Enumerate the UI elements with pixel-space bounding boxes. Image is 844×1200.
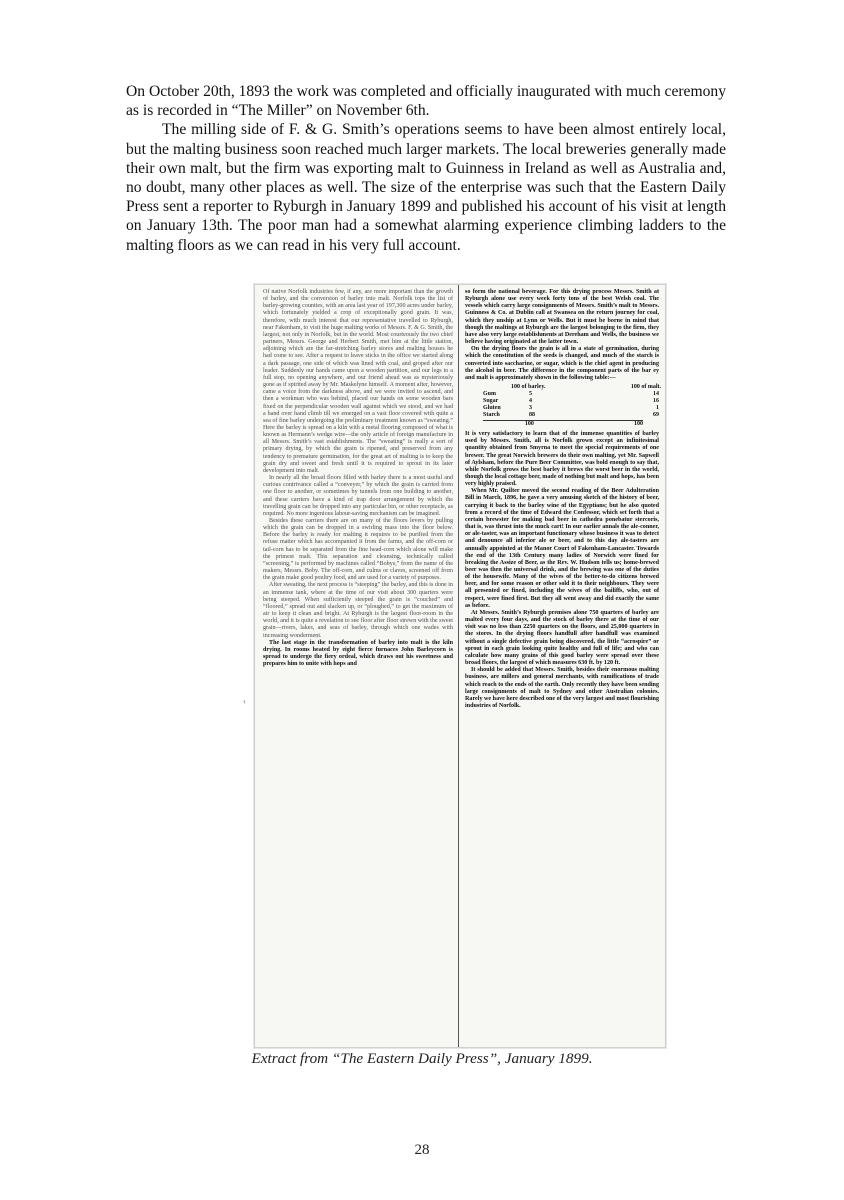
- clipping-left-paragraph-3: Besides these carriers there are on many of the floors levers by pulling which the grain can be dropped in a swirling mass into the floor below. Before the barley is ready for malting it requires to be purified from the refuse matter which has accompanied it from the farms, and the off-corn or tail-corn has to be separated from the fine head-corn which alone will make the primest malt. This separation and cleansing, technically called “screening,” is performed by machines called “Bobys,” from the name of the makers, Messrs. Boby. The off-corn, and culms or claves, screened off from the grain make good poultry food, and are used for a variety of purposes.: [263, 518, 453, 582]
- table-total-malt: 100: [633, 421, 643, 428]
- table-cell-barley: 3: [529, 405, 532, 412]
- clipping-right-paragraph-1: so form the national beverage. For this drying process Messrs. Smith at Ryburgh alone use every week forty tons of the best Welsh coal. The vessels which carry large consignments of Messrs. Smith’s malt to Messrs. Guinness & Co. at Dublin call at Swansea on the return journey for coal, which they unship at Lynn or Wells. But it must be borne in mind that though the maltings at Ryburgh are the largest belonging to the firm, they have also very large establishments at Dereham and Wells, the business we believe having originated at the latter town.: [465, 289, 659, 346]
- clipping-left-paragraph-4: After sweating, the next process is “steeping” the barley, and this is done in an immense tank, where at the time of our visit about 300 quarters were being steeped. When sufficiently steeped the grain is “couched” and “floored,” spread out and slacken up, or “ploughed,” to get the maximum of air to keep it clean and bright. At Ryburgh is the largest floor-room in the world, and it is quite a revelation to see floor after floor strewn with the sweet grain—rivers, lakes, and seas of barley, through which one wades with increasing wonderment.: [263, 582, 453, 639]
- clipping-right-paragraph-2: On the drying floors the grain is all in a state of germination, during which the constitution of the seeds is changed, and much of the starch is converted into saccharine, or sugar, which is the chief agent in producing the alcohol in beer. The difference in the component parts of the bar ey and malt is approximately shown in the following table:—: [465, 346, 659, 381]
- table-cell-name: Sugar: [483, 398, 499, 405]
- clipping-right-paragraph-4: When Mr. Quilter moved the second reading of the Beer Adulteration Bill in March, 1896, he gave a very amusing sketch of the history of beer, carrying it back to the barley wine of the Egyptians; but he also quoted from a record of the time of Edward the Confessor, which set forth that a certain brewster for making bad beer in cathedra ponebatur stercoris, that is, was thrust into the muck cart! In our earlier annals the ale-conner, or ale-taster, was an important functionary whose business it was to detect and denounce all inferior ale or beer, and to this day ale-tasters are annually appointed at the Manor Court of Fakenham-Lancaster. Towards the end of the 13th Century many ladies of Norwich were fined for breaking the Assize of Beer, as the Rev. W. Hudson tells us; home-brewed beer was then the universal drink, and the brewing was one of the duties of the housewife. Many of the wives of the better-to-do citizens brewed beer, and for some reason or other sold it to their neighbours. They were all presented or fined, including the wives of the bailiffs, who, out of respect, were fined first. But they all went away and did exactly the same as before.: [465, 488, 659, 609]
- table-cell-barley: 88: [529, 412, 535, 419]
- table-row: [483, 412, 659, 419]
- table-total-barley: 100: [524, 421, 534, 428]
- table-cell-malt: 1: [656, 405, 659, 412]
- composition-table-header: [483, 384, 661, 391]
- composition-table-total: [483, 420, 643, 428]
- table-row: [483, 391, 659, 398]
- intro-text: [126, 82, 726, 255]
- clipping-left-column: [255, 285, 459, 1047]
- table-row: [483, 398, 659, 405]
- intro-paragraph-2: The milling side of F. & G. Smith’s operations seems to have been almost entirely local, but the malting business soon reached much larger markets. The local breweries generally made their own malt, but the firm was exporting malt to Guinness in Ireland as well as Australia and, no doubt, many other places as well. The size of the enterprise was such that the Eastern Daily Press sent a reporter to Ryburgh in January 1899 and published his account of his visit at length on January 13th. The poor man had a somewhat alarming experience climbing ladders to the malting floors as we can read in his very full account.: [126, 121, 726, 254]
- clipping-left-paragraph-5: The last stage in the transformation of barley into malt is the kiln drying. In rooms heated by eight fierce furnaces John Barleycorn is spread to undergo the fiery ordeal, which draws out his sweetness and prepares him to unite with hops and: [263, 639, 453, 668]
- margin-mark: ‹: [243, 696, 246, 706]
- table-cell-name: Gluten: [483, 405, 501, 412]
- newspaper-clipping: [254, 284, 666, 1048]
- clipping-right-paragraph-6: It should be added that Messrs. Smith, besides their enormous malting business, are millers and general merchants, with ramifications of trade which reach to the ends of the earth. Only recently they have been sending large consignments of malt to Sydney and other Australian colonies. Rarely we have here described one of the very largest and most flourishing industries of Norfolk.: [465, 667, 659, 709]
- table-cell-malt: 69: [653, 412, 659, 419]
- clipping-right-column: [459, 285, 665, 1047]
- table-header-barley: 100 of barley.: [511, 384, 546, 391]
- clipping-caption: Extract from “The Eastern Daily Press”, January 1899.: [251, 1050, 593, 1067]
- table-cell-malt: 16: [653, 398, 659, 405]
- table-header-malt: 100 of malt.: [630, 384, 661, 391]
- table-cell-name: Gum: [483, 391, 497, 398]
- intro-paragraph-1: On October 20th, 1893 the work was completed and officially inaugurated with much ceremony as is recorded in “The Miller” on November 6th.: [126, 83, 726, 120]
- clipping-left-paragraph-1: Of native Norfolk industries few, if any, are more important than the growth of barley, and the conversion of barley into malt. Norfolk tops the list of barley-growing counties, with an area last year of 197,300 acres under barley, which fortunately yielded a crop of exceptionally good grain. It was, therefore, with much interest that our representative travelled to Ryburgh, near Fakenham, to visit the huge malting works of Messrs. F. & G. Smith, the largest, not only in Norfolk, but in the world. Most courteously the two chief partners, Messrs. George and Herbert Smith, met him at the little station, adjoining which are the far-stretching barley stores and malting houses he had come to see. After a request to leave sticks in the office we started along a dark passage, one side of which was lined with coal, and groped after our leader. Suddenly our hands came upon a wooden partition, and our legs to a full stop, no opening anywhere, and our friend ahead was as mysteriously gone as if spirited away by Mr. Maskelyne himself. A moment after, however, came a voice from the darkness above, and we were invited to ascend, and then a workman who was behind, placed our hands on some wooden bars fixed on the perpendicular wooden wall against which we stood, and we had a hand over hand climb till we emerged on a vast floor covered with quite a sea of fine barley undergoing the preliminary treatment known as “sweating.” Here the barley is spread on a kiln with a metal flooring composed of what is known as Hermann’s wedge wire—the only article of foreign manufacture in all Messrs. Smith’s vast establishments. The “sweating” is really a sort of primary drying, by which the grain is ripened, and preserved from any tendency to premature germination, for the great art of malting is to keep the grain dry and sweet and fresh until it is required to sprout in its later development into malt.: [263, 289, 453, 474]
- table-cell-barley: 5: [529, 391, 532, 398]
- table-cell-name: Starch: [483, 412, 500, 419]
- clipping-left-paragraph-2: In nearly all the broad floors filled with barley there is a most useful and curious contrivance called a “conveyer,” by which the grain is carried from one floor to another, or sometimes by tunnels from one building to another, and these carriers have a kind of trap door arrangement by which the travelling grain can be dropped into any particular bin, or other receptacle, as required. No more ingenious labour-saving mechanism can be imagined.: [263, 475, 453, 517]
- table-row: [483, 405, 659, 412]
- table-cell-malt: 14: [653, 391, 659, 398]
- table-cell-barley: 4: [529, 398, 532, 405]
- page-number: 28: [414, 1142, 430, 1158]
- composition-table: [483, 384, 659, 428]
- clipping-right-paragraph-5: At Messrs. Smith’s Ryburgh premises alone 750 quarters of barley are malted every four days, and the stock of barley there at the time of our visit was no less than 2250 quarters on the floors, and 25,000 quarters in the stores. In the drying floors handfull after handfull was examined without a single defective grain being discovered, the little “acrospire” or sprout in each grain looking quite healthy and full of life; and who can calculate how many grains of this good barley were spread over these broad floors, the largest of which measures 630 ft. by 120 ft.: [465, 609, 659, 667]
- clipping-right-paragraph-3: It is very satisfactory to learn that of the immense quantities of barley used by Messrs. Smith, all is Norfolk grown except an infinitesimal quantity obtained from Smyrna to meet the special requirements of one brewer. The great Norwich brewers do their own malting, yet Mr. Sapwell of Aylsham, before the Pure Beer Committee, was bold enough to say that, while Norfolk grows the best barley it brews the worst beer in the world, though the local cottage beer, made of nothing but malt and hops, has been very highly praised.: [465, 431, 659, 488]
